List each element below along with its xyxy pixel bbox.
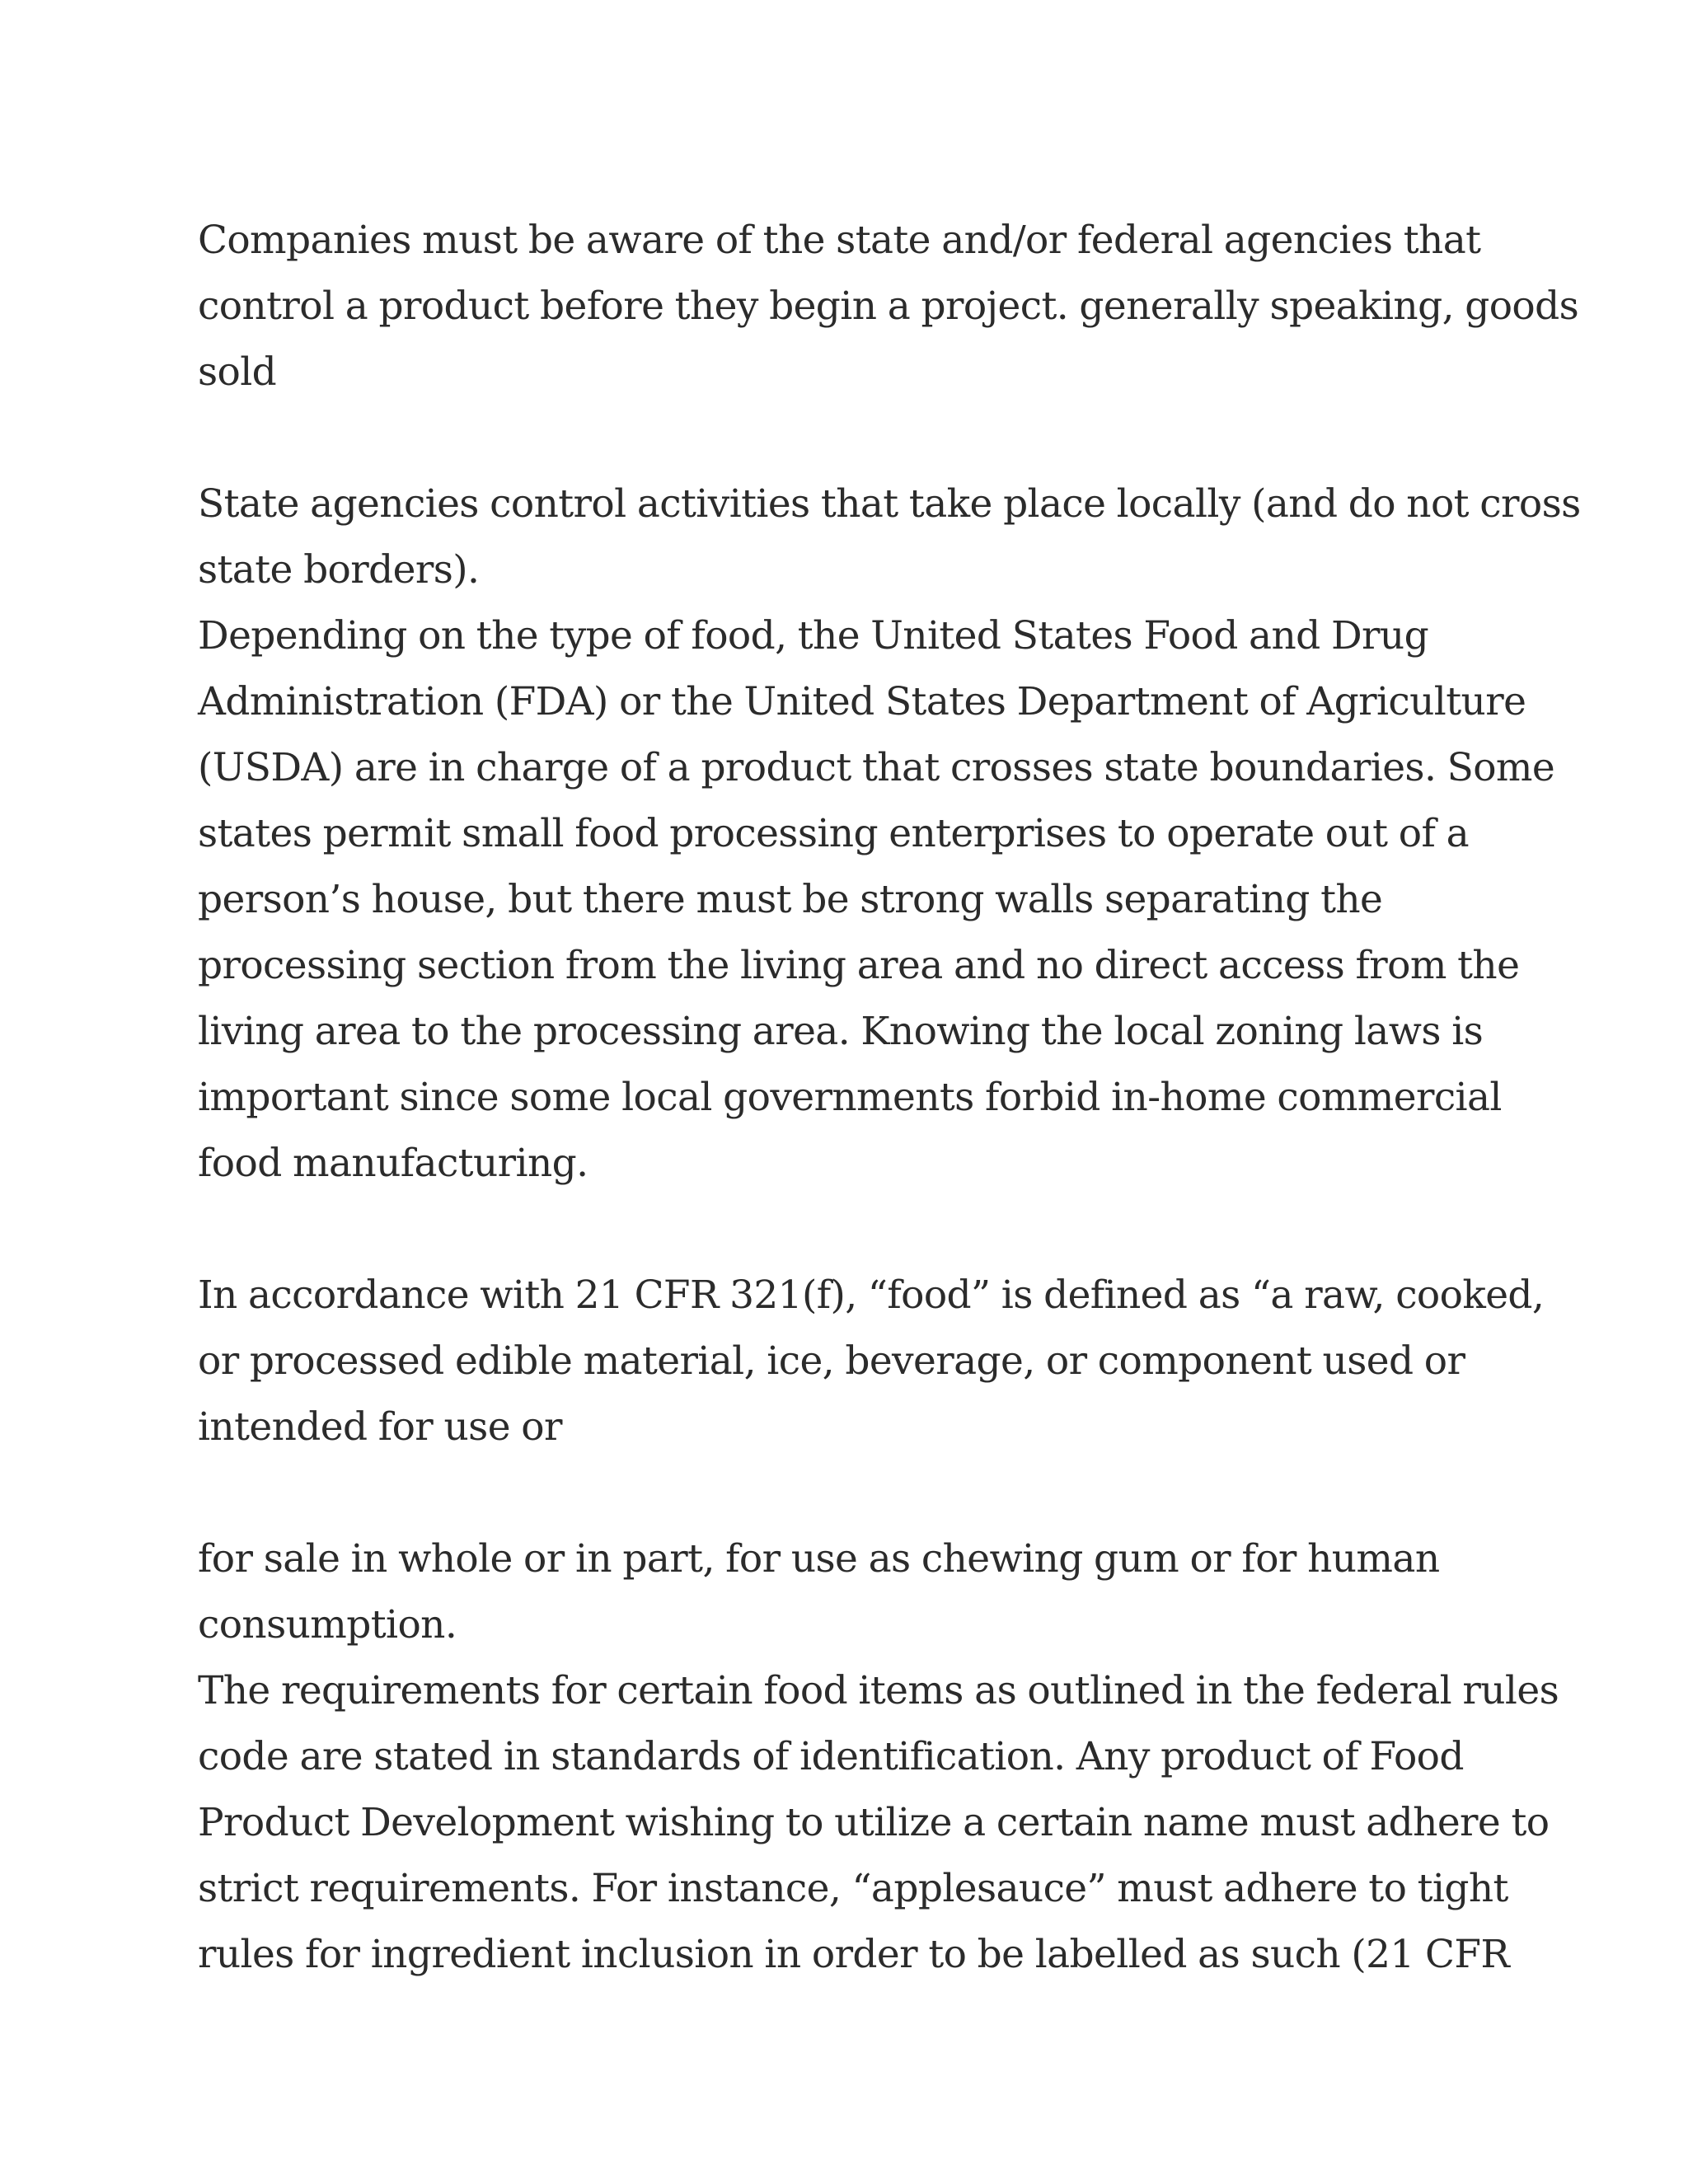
text-line: state borders). (198, 547, 480, 593)
paragraph-3 (198, 1263, 1545, 1460)
text-line: In accordance with 21 CFR 321(f), “food” is defined as “a raw, cooked, (198, 1272, 1545, 1318)
text-line: person’s house, but there must be strong walls separating the (198, 877, 1383, 922)
paragraph-spacer (198, 405, 1500, 471)
text-line: important since some local governments forbid in-home commercial (198, 1075, 1502, 1120)
text-line: for sale in whole or in part, for use as chewing gum or for human (198, 1536, 1440, 1582)
text-line: or processed edible material, ice, beverage, or component used or (198, 1338, 1465, 1384)
paragraph-spacer (198, 1197, 1500, 1263)
paragraph-spacer (198, 1460, 1500, 1526)
paragraph-2 (198, 471, 1581, 1197)
text-line: Depending on the type of food, the United States Food and Drug (198, 613, 1429, 658)
text-line: living area to the processing area. Knowing the local zoning laws is (198, 1009, 1484, 1054)
text-line: food manufacturing. (198, 1141, 588, 1186)
document-body (198, 208, 1581, 1988)
text-line: Administration (FDA) or the United States Department of Agriculture (198, 679, 1526, 724)
text-line: Companies must be aware of the state and/or federal agencies that (198, 218, 1481, 263)
text-line: sold (198, 349, 277, 395)
text-line: states permit small food processing enterprises to operate out of a (198, 811, 1469, 856)
text-line: The requirements for certain food items as outlined in the federal rules (198, 1668, 1559, 1713)
text-line: consumption. (198, 1602, 457, 1647)
text-line: State agencies control activities that take place locally (and do not cross (198, 481, 1581, 527)
text-line: Product Development wishing to utilize a certain name must adhere to (198, 1800, 1550, 1845)
text-line: rules for ingredient inclusion in order to be labelled as such (21 CFR (198, 1932, 1510, 1977)
paragraph-4 (198, 1526, 1559, 1988)
text-line: strict requirements. For instance, “applesauce” must adhere to tight (198, 1866, 1508, 1911)
text-line: intended for use or (198, 1404, 562, 1450)
text-line: processing section from the living area and no direct access from the (198, 943, 1520, 988)
text-line: control a product before they begin a project. generally speaking, goods (198, 284, 1579, 329)
text-line: code are stated in standards of identification. Any product of Food (198, 1734, 1464, 1779)
text-line: (USDA) are in charge of a product that crosses state boundaries. Some (198, 745, 1555, 790)
paragraph-1 (198, 208, 1579, 405)
